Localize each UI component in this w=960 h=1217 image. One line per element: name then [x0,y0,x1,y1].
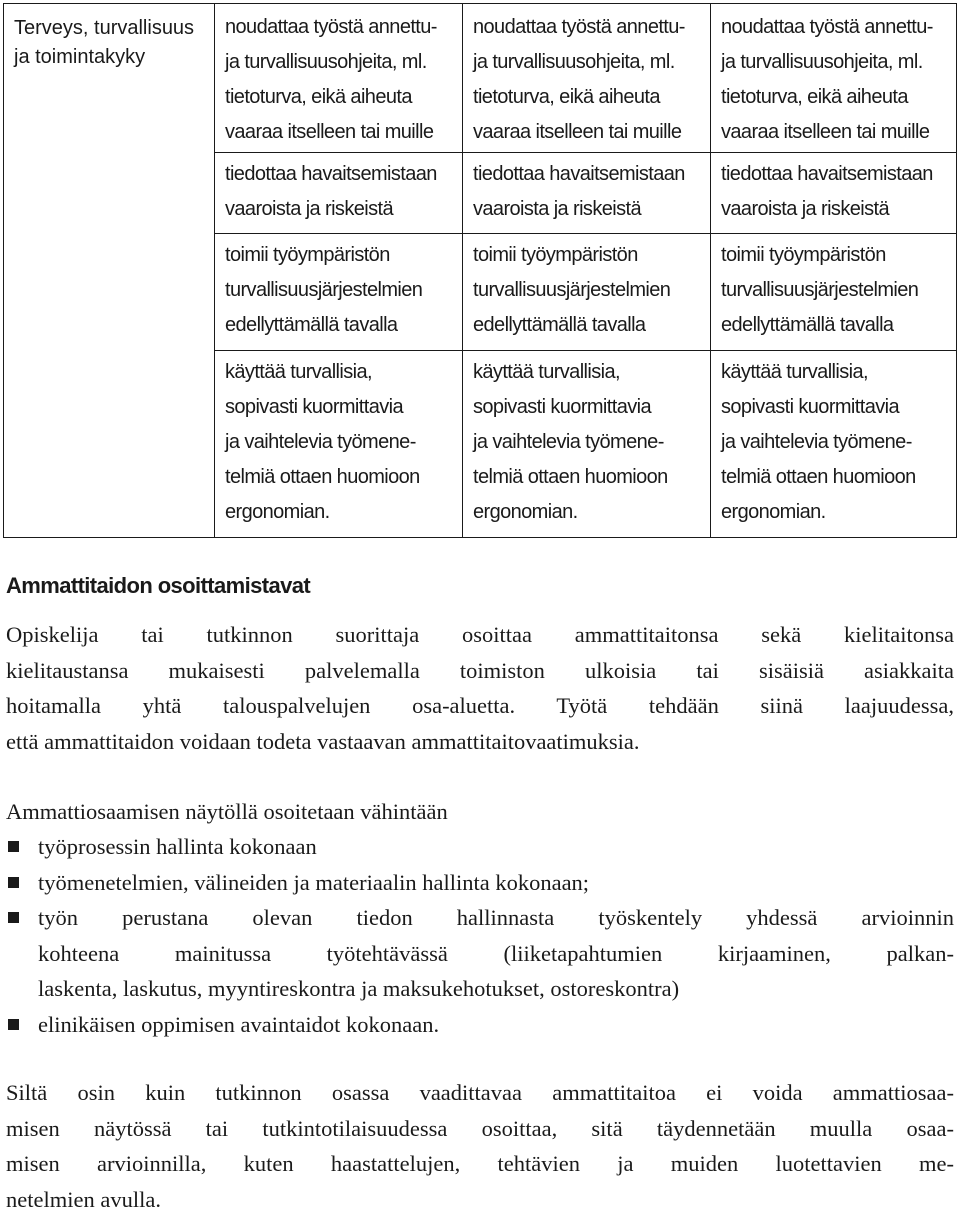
square-bullet-icon [8,877,19,888]
square-bullet-icon [8,912,19,923]
criterion-line: sopivasti kuormittavia [473,390,704,425]
criterion-safety-instructions [463,4,710,152]
criterion-line: tietoturva, eikä aiheuta [473,80,704,115]
paragraph-demonstration [6,617,954,759]
criterion-line: käyttää turvallisia, [721,355,950,390]
criterion-line: turvallisuusjärjestelmien [721,273,950,308]
text-line: misen arvioinnilla, kuten haastattelujen, tehtävien ja muiden luotettavien me- [6,1146,954,1182]
criterion-line: vaaroista ja riskeistä [225,192,456,227]
criterion-line: noudattaa työstä annettu- [473,10,704,45]
criterion-line: tietoturva, eikä aiheuta [225,80,456,115]
category-cell [4,4,215,538]
list-item [6,1007,954,1043]
criterion-line: sopivasti kuormittavia [721,390,950,425]
text-line: hoitamalla yhtä talouspalvelujen osa-aluetta. Työtä tehdään siinä laajuudessa, [6,688,954,724]
text-line: laskenta, laskutus, myyntireskontra ja maksukehotukset, ostoreskontra) [38,971,954,1007]
criterion-report-hazards [215,152,462,233]
criterion-line: turvallisuusjärjestelmien [473,273,704,308]
square-bullet-icon [8,841,19,852]
text-line: kielitaustansa mukaisesti palvelemalla toimiston ulkoisia tai sisäisiä asiakkaita [6,653,954,689]
criterion-line: edellyttämällä tavalla [473,308,704,343]
criterion-line: telmiä ottaen huomioon [225,460,456,495]
bullet-list [6,829,954,1042]
criterion-line: vaaroista ja riskeistä [721,192,950,227]
criterion-line: ergonomian. [473,495,704,530]
square-bullet-icon [8,1019,19,1030]
criterion-line: käyttää turvallisia, [473,355,704,390]
text-line: että ammattitaidon voidaan todeta vastaavan ammattitaitovaatimuksia. [6,724,954,760]
text-line: misen näytössä tai tutkintotilaisuudessa osoittaa, sitä täydennetään muulla osaa- [6,1111,954,1147]
criterion-line: tietoturva, eikä aiheuta [721,80,950,115]
paragraph-minimum: Ammattiosaamisen näytöllä osoitetaan vähintään [6,794,954,830]
text-line: työmenetelmien, välineiden ja materiaalin hallinta kokonaan; [38,865,954,901]
list-item [6,829,954,865]
criterion-line: noudattaa työstä annettu- [225,10,456,45]
table-row [4,4,957,538]
text-line: netelmien avulla. [6,1182,954,1217]
list-item [6,865,954,901]
criterion-ergonomics [463,350,710,537]
criteria-column-2 [463,4,711,538]
text-line: kohteena mainitussa työtehtävässä (liiketapahtumien kirjaaminen, palkan- [38,936,954,972]
criterion-line: toimii työympäristön [721,238,950,273]
criteria-column-3 [711,4,957,538]
list-item [6,900,954,1007]
criterion-line: tiedottaa havaitsemistaan [225,157,456,192]
criterion-safety-systems [711,233,956,350]
criterion-line: telmiä ottaen huomioon [721,460,950,495]
paragraph-supplementary [6,1075,954,1217]
criterion-line: ja turvallisuusohjeita, ml. [721,45,950,80]
criterion-line: käyttää turvallisia, [225,355,456,390]
criteria-column-1 [215,4,463,538]
text-line: työn perustana olevan tiedon hallinnasta työskentely yhdessä arvioinnin [38,900,954,936]
criterion-ergonomics [711,350,956,537]
text-line: työprosessin hallinta kokonaan [38,829,954,865]
criteria-table [3,3,957,538]
criterion-line: vaaraa itselleen tai muille [225,115,456,150]
text-line: elinikäisen oppimisen avaintaidot kokonaan. [38,1007,954,1043]
criterion-line: ja turvallisuusohjeita, ml. [473,45,704,80]
criterion-line: toimii työympäristön [473,238,704,273]
criterion-line: ergonomian. [225,495,456,530]
criterion-safety-instructions [215,4,462,152]
criterion-line: edellyttämällä tavalla [721,308,950,343]
criterion-line: ja vaihtelevia työmene- [225,425,456,460]
text-line: Opiskelija tai tutkinnon suorittaja osoittaa ammattitaitonsa sekä kielitaitonsa [6,617,954,653]
criterion-safety-instructions [711,4,956,152]
criterion-line: toimii työympäristön [225,238,456,273]
criterion-line: tiedottaa havaitsemistaan [721,157,950,192]
criterion-line: vaaraa itselleen tai muille [473,115,704,150]
criterion-safety-systems [215,233,462,350]
criterion-line: ja vaihtelevia työmene- [473,425,704,460]
category-line: ja toimintakyky [14,43,204,72]
criterion-line: vaaroista ja riskeistä [473,192,704,227]
criterion-report-hazards [711,152,956,233]
criterion-report-hazards [463,152,710,233]
text-line: Siltä osin kuin tutkinnon osassa vaadittavaa ammattitaitoa ei voida ammattiosaa- [6,1075,954,1111]
criterion-line: ergonomian. [721,495,950,530]
category-line: Terveys, turvallisuus [14,14,204,43]
criterion-line: sopivasti kuormittavia [225,390,456,425]
criterion-line: edellyttämällä tavalla [225,308,456,343]
criterion-line: ja vaihtelevia työmene- [721,425,950,460]
criterion-line: turvallisuusjärjestelmien [225,273,456,308]
section-heading: Ammattitaidon osoittamistavat [6,573,310,599]
criterion-line: vaaraa itselleen tai muille [721,115,950,150]
criterion-line: tiedottaa havaitsemistaan [473,157,704,192]
criterion-safety-systems [463,233,710,350]
criterion-line: noudattaa työstä annettu- [721,10,950,45]
criterion-line: telmiä ottaen huomioon [473,460,704,495]
criterion-ergonomics [215,350,462,537]
criterion-line: ja turvallisuusohjeita, ml. [225,45,456,80]
